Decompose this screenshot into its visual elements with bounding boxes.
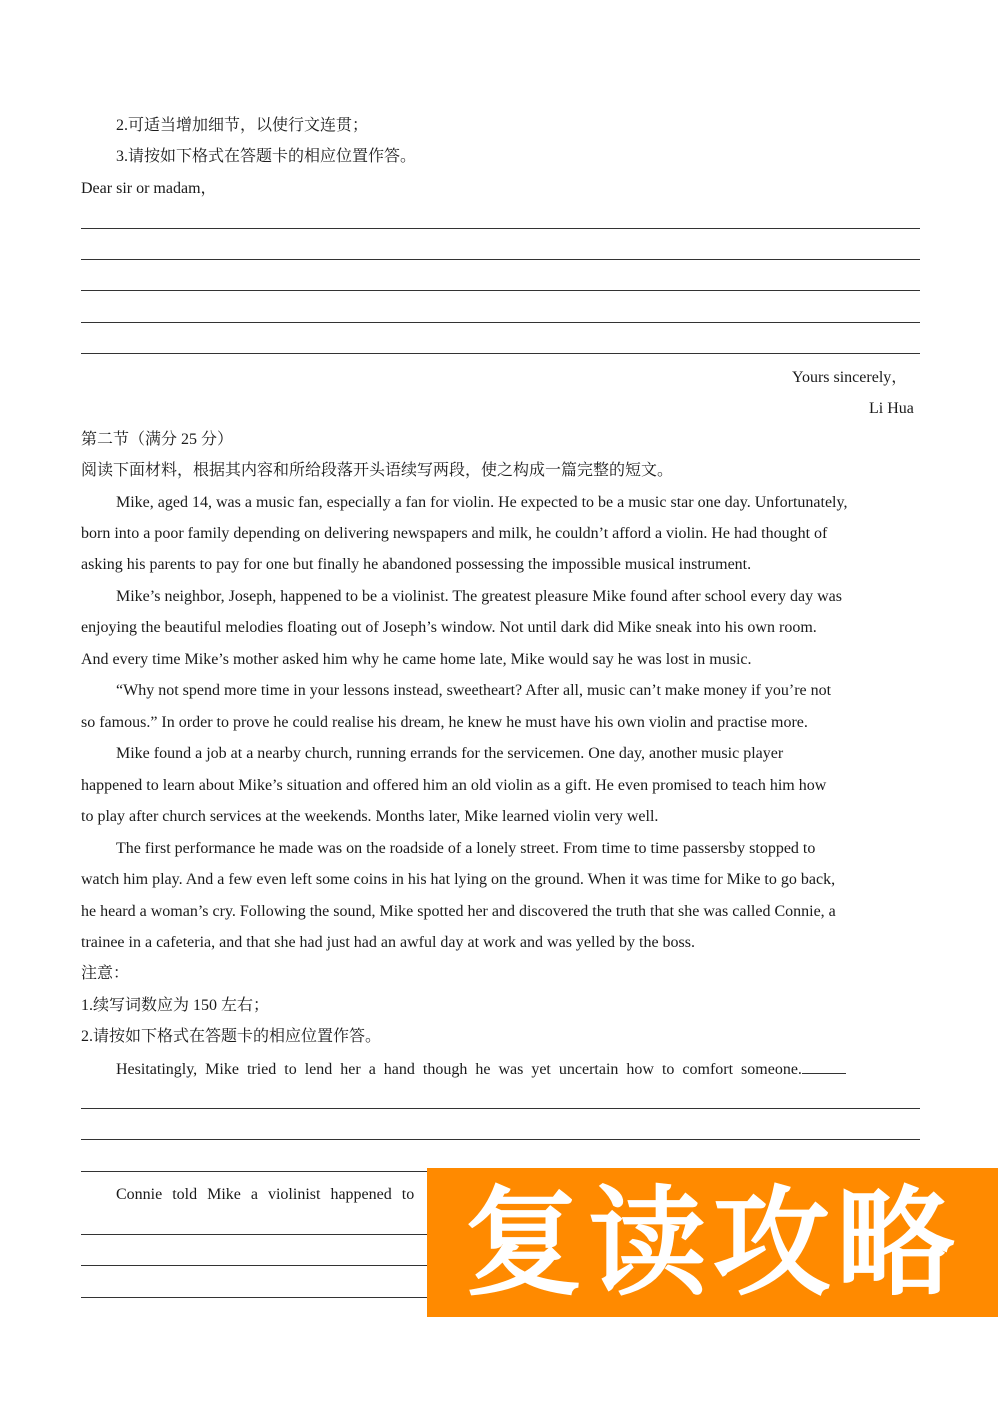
answer-line: [81, 322, 920, 323]
watermark-text: 复读攻略: [464, 1173, 961, 1312]
paragraph1-start: Hesitatingly, Mike tried to lend her a hand though he was yet uncertain how to comfort someone.: [116, 1061, 802, 1078]
answer-line: [81, 290, 920, 291]
story-line: happened to learn about Mike’s situation and offered him an old violin as a gift. He even promised to teach him how: [81, 777, 827, 794]
note-item-2: 2.可适当增加细节，以使行文连贯；: [116, 117, 369, 134]
story-line: The first performance he made was on the roadside of a lonely street. From time to time passersby stopped to: [116, 840, 816, 857]
paragraph1-prompt: [116, 1059, 846, 1080]
story-line: watch him play. And a few even left some coins in his hat lying on the ground. When it was time for Mike to go back,: [81, 871, 836, 888]
story-line: “Why not spend more time in your lessons instead, sweetheart? After all, music can’t make money if you’re not: [116, 682, 832, 699]
story-line: Mike’s neighbor, Joseph, happened to be a violinist. The greatest pleasure Mike found after school every day was: [116, 588, 842, 605]
story-line: Mike, aged 14, was a music fan, especially a fan for violin. He expected to be a music star one day. Unfortunately,: [116, 494, 848, 511]
story-line: born into a poor family depending on delivering newspapers and milk, he couldn’t afford a violin. He had thought of: [81, 525, 828, 542]
story-line: Mike found a job at a nearby church, running errands for the servicemen. One day, another music player: [116, 745, 784, 762]
answer-line: [81, 259, 920, 260]
story-line: he heard a woman’s cry. Following the sound, Mike spotted her and discovered the truth that she was called Connie, a: [81, 903, 836, 920]
fill-blank: [802, 1059, 846, 1074]
answer-line: [81, 353, 920, 354]
watermark-banner: [427, 1168, 998, 1317]
story-line: so famous.” In order to prove he could realise his dream, he knew he must have his own violin and practise more.: [81, 714, 808, 731]
note-item-3: 3.请按如下格式在答题卡的相应位置作答。: [116, 148, 417, 165]
letter-salutation: Dear sir or madam，: [81, 180, 217, 197]
notice-item-1: 1.续写词数应为 150 左右；: [81, 997, 270, 1014]
answer-line: [81, 1139, 920, 1140]
letter-signature: Li Hua: [869, 400, 914, 417]
answer-line: [81, 1108, 920, 1109]
letter-closing: Yours sincerely，: [792, 369, 908, 386]
story-line: to play after church services at the weekends. Months later, Mike learned violin very well.: [81, 808, 659, 825]
notice-label: 注意：: [81, 965, 130, 982]
section-heading: 第二节（满分 25 分）: [81, 431, 234, 448]
story-line: enjoying the beautiful melodies floating out of Joseph’s window. Not until dark did Mike sneak into his own room.: [81, 619, 817, 636]
answer-line: [81, 228, 920, 229]
section-instruction: 阅读下面材料，根据其内容和所给段落开头语续写两段，使之构成一篇完整的短文。: [81, 462, 674, 479]
paragraph2-start: Connie told Mike a violinist happened to: [116, 1186, 415, 1203]
story-line: trainee in a cafeteria, and that she had just had an awful day at work and was yelled by the boss.: [81, 934, 696, 951]
story-line: asking his parents to pay for one but finally he abandoned possessing the impossible musical instrument.: [81, 556, 752, 573]
story-line: And every time Mike’s mother asked him why he came home late, Mike would say he was lost in music.: [81, 651, 752, 668]
notice-item-2: 2.请按如下格式在答题卡的相应位置作答。: [81, 1028, 382, 1045]
